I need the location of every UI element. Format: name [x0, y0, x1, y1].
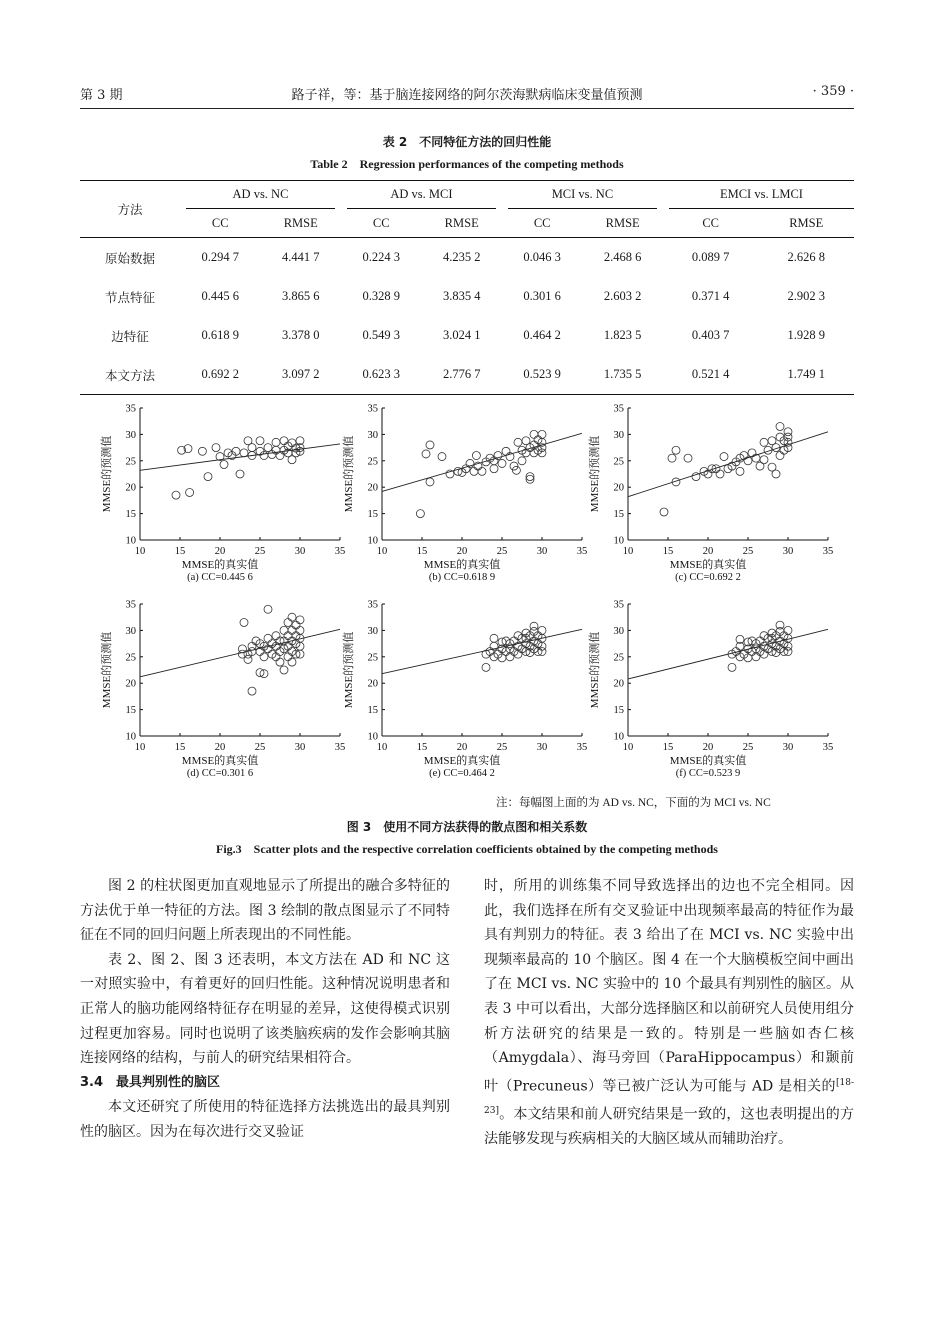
- x-tick-label: 25: [496, 546, 508, 557]
- x-tick-label: 30: [782, 546, 794, 557]
- x-tick-label: 30: [782, 742, 794, 753]
- table-row: [80, 277, 854, 316]
- table-row: [80, 316, 854, 355]
- x-tick-label: 15: [174, 742, 186, 753]
- data-point: [660, 508, 668, 516]
- data-point: [478, 467, 486, 475]
- value-cell: 3.097 2: [260, 355, 340, 395]
- citation[interactable]: [18-23]: [484, 1077, 854, 1116]
- data-point: [506, 653, 514, 661]
- x-tick-label: 10: [376, 742, 388, 753]
- scatter-panel: [587, 404, 833, 584]
- y-axis-label: MMSE的预测值: [589, 631, 601, 709]
- data-point: [288, 658, 296, 666]
- subheader-rmse: RMSE: [758, 209, 854, 238]
- data-point: [720, 453, 728, 461]
- y-tick-label: 25: [613, 652, 624, 664]
- data-point: [284, 618, 292, 626]
- subheader-cc: CC: [341, 209, 421, 238]
- y-tick-label: 20: [613, 678, 624, 690]
- value-cell: 0.046 3: [523, 250, 561, 264]
- data-point: [538, 430, 546, 438]
- y-tick-label: 25: [125, 652, 136, 664]
- x-axis-label: MMSE的真实值: [423, 755, 501, 767]
- page-number: · 359 ·: [812, 84, 854, 99]
- x-tick-label: 10: [376, 546, 388, 557]
- x-tick-label: 10: [622, 546, 634, 557]
- y-tick-label: 25: [367, 652, 378, 664]
- value-cell: 2.603 2: [603, 289, 642, 303]
- method-cell: 边特征: [111, 329, 149, 344]
- table-row: [80, 355, 854, 395]
- y-tick-label: 30: [613, 429, 624, 441]
- data-point: [530, 622, 538, 630]
- data-point: [506, 453, 514, 461]
- x-tick-label: 30: [536, 546, 548, 557]
- regression-line: [628, 432, 828, 497]
- data-point: [472, 452, 480, 460]
- data-point: [248, 444, 256, 452]
- method-cell: 本文方法: [80, 355, 180, 395]
- group-header: EMCI vs. LMCI: [663, 181, 854, 210]
- data-point: [772, 470, 780, 478]
- data-point: [276, 658, 284, 666]
- data-point: [692, 473, 700, 481]
- value-cell: 0.301 6: [523, 289, 561, 303]
- data-point: [760, 438, 768, 446]
- y-tick-label: 15: [125, 509, 136, 521]
- data-point: [240, 618, 248, 626]
- regression-line: [140, 629, 340, 677]
- data-point: [256, 437, 264, 445]
- panel-caption: (f) CC=0.523 9: [675, 768, 741, 779]
- value-cell: 2.902 3: [787, 289, 825, 303]
- y-tick-label: 30: [125, 429, 136, 441]
- table-caption-en: Table 2 Regression performances of the competing methods: [310, 157, 624, 171]
- y-tick-label: 35: [613, 599, 624, 611]
- group-header: AD vs. NC: [180, 181, 341, 210]
- data-point: [776, 621, 784, 629]
- data-point: [416, 510, 424, 518]
- group-header: MCI vs. NC: [502, 181, 663, 210]
- x-tick-label: 30: [294, 546, 306, 557]
- value-cell: 0.521 4: [663, 355, 759, 395]
- x-tick-label: 35: [822, 546, 834, 557]
- data-point: [288, 626, 296, 634]
- value-cell: 0.618 9: [201, 328, 239, 342]
- body-right-column: [484, 874, 854, 1152]
- value-cell: 3.378 0: [281, 328, 320, 342]
- scatter-panel: [99, 404, 345, 584]
- scatter-panel: [341, 404, 587, 584]
- y-tick-label: 20: [367, 678, 378, 690]
- paragraph: 本文还研究了所使用的特征选择方法挑选出的最具判别性的脑区。因为在每次进行交叉验证: [80, 1099, 450, 1140]
- group-header: AD vs. MCI: [341, 181, 502, 210]
- data-point: [438, 453, 446, 461]
- data-point: [530, 430, 538, 438]
- y-tick-label: 20: [125, 482, 136, 494]
- data-point: [276, 452, 284, 460]
- figure-note: 注：每幅图上面的为 AD vs. NC，下面的为 MCI vs. NC: [496, 797, 771, 809]
- x-tick-label: 10: [134, 742, 146, 753]
- y-tick-label: 15: [613, 705, 624, 717]
- paragraph: 表 2、图 2、图 3 还表明，本文方法在 AD 和 NC 这一对照实验中，有着更好的回归性能。这种情况说明患者和正常人的脑功能网络特征存在明显的差异，这使得模式识别过程更加容易。同时也说明了该类脑疾病的发作会影响其脑连接网络的结构，与前人的研究结果相符合。: [80, 951, 450, 1067]
- data-point: [494, 452, 502, 460]
- scatter-plot-grid: [80, 398, 854, 794]
- y-axis-label: MMSE的预测值: [589, 435, 601, 513]
- y-tick-label: 15: [367, 509, 378, 521]
- x-axis-label: MMSE的真实值: [181, 559, 259, 571]
- x-tick-label: 35: [576, 546, 588, 557]
- data-point: [248, 687, 256, 695]
- y-tick-label: 15: [367, 705, 378, 717]
- y-tick-label: 25: [367, 456, 378, 468]
- data-point: [292, 621, 300, 629]
- y-tick-label: 20: [613, 482, 624, 494]
- data-point: [672, 446, 680, 454]
- data-point: [296, 616, 304, 624]
- body-left-column: [80, 874, 450, 1145]
- method-header: 方法: [80, 181, 180, 238]
- issue-number: 第 3 期: [80, 88, 123, 103]
- data-point: [240, 449, 248, 457]
- x-tick-label: 25: [254, 742, 266, 753]
- data-point: [760, 456, 768, 464]
- regression-line: [140, 444, 340, 470]
- value-cell: 0.371 4: [691, 289, 730, 303]
- data-point: [212, 444, 220, 452]
- panel-caption: (e) CC=0.464 2: [429, 768, 495, 779]
- value-cell: 0.224 3: [362, 250, 400, 264]
- scatter-panel: [341, 600, 587, 780]
- value-cell: 1.823 5: [603, 328, 642, 342]
- y-tick-label: 10: [367, 535, 378, 547]
- data-point: [260, 653, 268, 661]
- data-point: [498, 459, 506, 467]
- data-point: [272, 632, 280, 640]
- data-point: [784, 626, 792, 634]
- value-cell: 1.928 9: [787, 328, 825, 342]
- value-cell: 4.441 7: [281, 250, 320, 264]
- data-point: [752, 653, 760, 661]
- x-tick-label: 35: [334, 546, 346, 557]
- y-tick-label: 20: [367, 482, 378, 494]
- y-axis-label: MMSE的预测值: [343, 435, 355, 513]
- y-tick-label: 30: [367, 625, 378, 637]
- value-cell: 0.328 9: [362, 289, 400, 303]
- method-cell: 节点特征: [104, 290, 155, 305]
- data-point: [684, 454, 692, 462]
- value-cell: 2.626 8: [787, 250, 825, 264]
- data-point: [490, 634, 498, 642]
- data-point: [186, 488, 194, 496]
- value-cell: 2.776 7: [421, 355, 501, 395]
- x-tick-label: 25: [742, 546, 754, 557]
- data-point: [280, 437, 288, 445]
- figure-caption-en: Fig.3 Scatter plots and the respective correlation coefficients obtained by the competing methods: [216, 842, 718, 856]
- x-tick-label: 10: [622, 742, 634, 753]
- y-tick-label: 30: [613, 625, 624, 637]
- x-tick-label: 20: [702, 742, 714, 753]
- data-point: [736, 467, 744, 475]
- regression-table: [80, 180, 854, 395]
- subheader-rmse: RMSE: [421, 209, 501, 238]
- value-cell: 4.235 2: [442, 250, 481, 264]
- y-tick-label: 35: [613, 403, 624, 415]
- x-tick-label: 15: [416, 546, 428, 557]
- data-point: [204, 473, 212, 481]
- subheader-rmse: RMSE: [582, 209, 662, 238]
- y-tick-label: 30: [367, 429, 378, 441]
- value-cell: 2.468 6: [603, 250, 642, 264]
- data-point: [426, 441, 434, 449]
- value-cell: 3.835 4: [442, 289, 481, 303]
- x-axis-label: MMSE的真实值: [423, 559, 501, 571]
- value-cell: 3.865 6: [281, 289, 320, 303]
- y-tick-label: 10: [613, 731, 624, 743]
- section-heading: 3.4 最具判别性的脑区: [80, 1074, 221, 1090]
- y-axis-label: MMSE的预测值: [343, 631, 355, 709]
- figure-caption-cn: 图 3 使用不同方法获得的散点图和相关系数: [346, 820, 588, 834]
- x-tick-label: 15: [662, 742, 674, 753]
- y-tick-label: 15: [613, 509, 624, 521]
- data-point: [198, 447, 206, 455]
- data-point: [172, 491, 180, 499]
- data-point: [220, 460, 228, 468]
- value-cell: 0.089 7: [691, 250, 730, 264]
- data-point: [426, 478, 434, 486]
- panel-caption: (a) CC=0.445 6: [187, 572, 253, 583]
- data-point: [264, 605, 272, 613]
- subheader-cc: CC: [502, 209, 582, 238]
- y-tick-label: 20: [125, 678, 136, 690]
- subheader-rmse: RMSE: [260, 209, 340, 238]
- x-tick-label: 30: [294, 742, 306, 753]
- y-axis-label: MMSE的预测值: [101, 435, 113, 513]
- data-point: [748, 449, 756, 457]
- data-point: [502, 447, 510, 455]
- data-point: [470, 467, 478, 475]
- data-point: [272, 438, 280, 446]
- table-row: [80, 238, 854, 278]
- data-point: [264, 634, 272, 642]
- y-tick-label: 35: [125, 599, 136, 611]
- y-axis-label: MMSE的预测值: [101, 631, 113, 709]
- x-axis-label: MMSE的真实值: [181, 755, 259, 767]
- y-tick-label: 10: [125, 535, 136, 547]
- data-point: [776, 452, 784, 460]
- data-point: [284, 632, 292, 640]
- value-cell: 1.749 1: [758, 355, 854, 395]
- panel-caption: (d) CC=0.301 6: [186, 768, 254, 779]
- method-cell: 原始数据: [104, 251, 155, 266]
- y-tick-label: 35: [367, 599, 378, 611]
- y-tick-label: 10: [367, 731, 378, 743]
- x-tick-label: 35: [576, 742, 588, 753]
- x-tick-label: 35: [822, 742, 834, 753]
- value-cell: 3.024 1: [442, 328, 481, 342]
- value-cell: 0.549 3: [362, 328, 400, 342]
- y-tick-label: 25: [613, 456, 624, 468]
- subheader-cc: CC: [663, 209, 759, 238]
- value-cell: 0.403 7: [691, 328, 730, 342]
- value-cell: 0.464 2: [523, 328, 561, 342]
- x-tick-label: 15: [662, 546, 674, 557]
- data-point: [784, 428, 792, 436]
- data-point: [284, 653, 292, 661]
- x-tick-label: 15: [174, 546, 186, 557]
- data-point: [280, 626, 288, 634]
- data-point: [236, 470, 244, 478]
- data-point: [280, 666, 288, 674]
- x-tick-label: 10: [134, 546, 146, 557]
- x-tick-label: 25: [254, 546, 266, 557]
- data-point: [514, 438, 522, 446]
- data-point: [422, 450, 430, 458]
- value-cell: 0.523 9: [502, 355, 582, 395]
- running-title: 路子祥，等：基于脑连接网络的阿尔茨海默病临床变量值预测: [291, 88, 643, 103]
- value-cell: 0.623 3: [341, 355, 421, 395]
- x-tick-label: 20: [456, 546, 468, 557]
- panel-caption: (c) CC=0.692 2: [675, 572, 741, 583]
- x-tick-label: 30: [536, 742, 548, 753]
- data-point: [716, 470, 724, 478]
- value-cell: 0.692 2: [180, 355, 260, 395]
- data-point: [482, 663, 490, 671]
- y-tick-label: 10: [613, 535, 624, 547]
- subheader-cc: CC: [180, 209, 260, 238]
- x-tick-label: 35: [334, 742, 346, 753]
- x-tick-label: 20: [456, 742, 468, 753]
- y-tick-label: 10: [125, 731, 136, 743]
- scatter-panel: [99, 600, 345, 780]
- y-tick-label: 35: [125, 403, 136, 415]
- data-point: [296, 626, 304, 634]
- x-tick-label: 20: [214, 546, 226, 557]
- y-tick-label: 30: [125, 625, 136, 637]
- table-caption-cn: 表 2 不同特征方法的回归性能: [382, 135, 552, 149]
- x-tick-label: 20: [214, 742, 226, 753]
- scatter-panel: [587, 600, 833, 780]
- data-point: [490, 465, 498, 473]
- value-cell: 1.735 5: [582, 355, 662, 395]
- y-tick-label: 25: [125, 456, 136, 468]
- x-tick-label: 20: [702, 546, 714, 557]
- x-tick-label: 25: [496, 742, 508, 753]
- y-tick-label: 35: [367, 403, 378, 415]
- x-axis-label: MMSE的真实值: [669, 559, 747, 571]
- data-point: [776, 422, 784, 430]
- data-point: [518, 457, 526, 465]
- x-tick-label: 25: [742, 742, 754, 753]
- data-point: [538, 626, 546, 634]
- value-cell: 0.294 7: [201, 250, 239, 264]
- y-tick-label: 15: [125, 705, 136, 717]
- x-axis-label: MMSE的真实值: [669, 755, 747, 767]
- paragraph: 图 2 的柱状图更加直观地显示了所提出的融合多特征的方法优于单一特征的方法。图 3 绘制的散点图显示了不同特征在不同的回归问题上所表现出的不同性能。: [80, 878, 450, 944]
- data-point: [668, 454, 676, 462]
- data-point: [728, 663, 736, 671]
- value-cell: 0.445 6: [201, 289, 239, 303]
- x-tick-label: 15: [416, 742, 428, 753]
- panel-caption: (b) CC=0.618 9: [428, 572, 496, 583]
- data-point: [288, 613, 296, 621]
- header-rule: [80, 108, 854, 109]
- data-point: [446, 470, 454, 478]
- paragraph: 时，所用的训练集不同导致选择出的边也不完全相同。因此，我们选择在所有交叉验证中出现频率最高的特征作为最具有判别力的特征。表 3 给出了在 MCI vs. NC 实验中出现频率最高的 10 个脑区。图 4 在一个大脑模板空间中画出了在 MCI vs. NC 实验中的 10 个最具有判别性的脑区。从表 3 中可以看出，大部分选择脑区和以前研究人员使用组分析方法研究的结果是一致的。特别是一些脑如杏仁核（Amygdala）、海马旁回（ParaHippocampus）和颞前叶（Precuneus）等已被广泛认为可能与 AD 是相关的[18-23]。本文结果和前人研究结果是一致的，这也表明提出的方法能够发现与疾病相关的大脑区域从而辅助治疗。: [484, 878, 854, 1148]
